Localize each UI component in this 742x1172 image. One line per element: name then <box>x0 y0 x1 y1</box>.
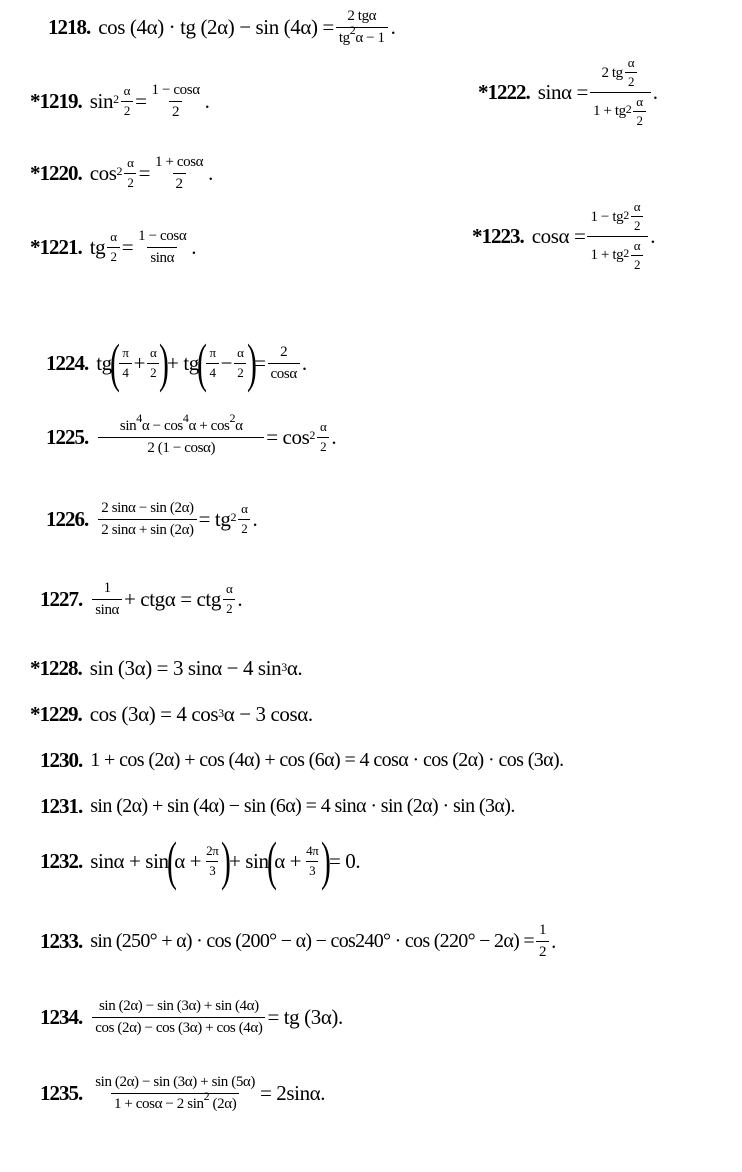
numerator: 1 − cosα <box>138 228 187 244</box>
expression: + ctgα = ctg <box>124 586 221 611</box>
denominator: 2 <box>223 599 235 616</box>
numerator-part: α − cos <box>141 418 183 434</box>
denominator-part: 1 + tg <box>592 103 626 120</box>
denominator: 2 <box>124 173 136 190</box>
problem-1226: 1226. $\frac{2 \sin\alpha - \sin (2\alpha)}{2 \sin\alpha + \sin (2\alpha)}$ = tg $^2$ $\frac{\alpha}{2}$ . <box>46 500 258 538</box>
problem-1229: *1229. cos (3α) = 4 cos $^3$ α − 3 cosα. <box>30 702 313 726</box>
problem-number: 1218. <box>48 14 91 39</box>
fraction <box>633 95 645 129</box>
problem-number: 1230. <box>40 748 83 772</box>
fraction <box>92 998 265 1036</box>
period: . <box>252 506 258 531</box>
expression: sin (250° + α) · cos (200° − α) − cos240° · cos (220° − 2α) = <box>90 929 534 952</box>
function: cos <box>89 160 117 185</box>
fraction <box>625 56 637 90</box>
expression: = cos <box>266 424 310 449</box>
numerator: α <box>241 501 248 517</box>
numerator-part: α <box>235 418 243 434</box>
lhs: sinα = <box>537 79 588 104</box>
right-paren: ) <box>221 831 232 891</box>
equals: = <box>121 234 134 259</box>
fraction <box>631 200 643 234</box>
problem-1233 <box>40 922 556 960</box>
denominator: 2 <box>317 437 329 454</box>
left-paren: ( <box>266 831 277 891</box>
expression: sinα + sin <box>90 848 169 873</box>
numerator-part: sin <box>119 418 137 434</box>
denominator: 2 <box>173 173 186 193</box>
denominator-part: (2α) <box>209 1095 237 1112</box>
numerator: sin (2α) − sin (3α) + sin (5α) <box>95 1074 255 1090</box>
problem-number: 1234. <box>40 1004 83 1029</box>
denominator: 2 <box>147 363 159 380</box>
fraction <box>536 922 549 960</box>
expression: α − 3 cosα. <box>223 702 313 726</box>
expression: + tg <box>167 350 199 375</box>
denominator: 2 <box>631 255 643 272</box>
numerator: α <box>110 229 117 245</box>
numerator: α <box>633 199 641 214</box>
fraction <box>203 844 221 878</box>
problem-1222 <box>478 56 658 128</box>
problem-number: *1222. <box>478 79 530 104</box>
numerator: 1 − tg $^2$ $\frac{\alpha}{2}$ <box>587 200 648 236</box>
problem-number: 1227. <box>40 586 83 611</box>
numerator: 2 <box>280 344 288 360</box>
denominator: 1 + tg $^2$ $\frac{\alpha}{2}$ <box>590 92 651 129</box>
exponent: 4 <box>182 411 189 425</box>
fraction <box>238 502 250 536</box>
problem-1231 <box>40 794 515 819</box>
fraction <box>631 239 643 273</box>
numerator: α <box>319 419 327 435</box>
problem-number: *1219. <box>30 88 82 113</box>
numerator: π <box>209 345 216 361</box>
fraction <box>234 346 246 380</box>
equals: = <box>138 160 151 185</box>
numerator: α <box>627 55 635 70</box>
problem-number: *1221. <box>30 234 82 259</box>
function: tg <box>96 350 112 375</box>
denominator-part: α − 1 <box>355 29 385 46</box>
problem-number: 1224. <box>46 350 89 375</box>
plus: + <box>133 350 146 375</box>
fraction <box>124 156 136 190</box>
fraction <box>98 500 196 538</box>
problem-1224 <box>46 333 307 393</box>
fraction <box>303 844 321 878</box>
expression: sin (3α) = 3 sinα − 4 sin <box>89 656 282 680</box>
expression: cos (4α) · tg (2α) − sin (4α) = <box>98 14 334 39</box>
fraction <box>317 420 329 454</box>
fraction <box>147 346 159 380</box>
numerator: α <box>127 155 134 171</box>
numerator <box>598 56 642 92</box>
expression: = 2sinα. <box>259 1080 326 1105</box>
numerator: 2 sinα − sin (2α) <box>101 500 194 516</box>
expression: α + <box>274 848 302 873</box>
period: . <box>390 14 396 39</box>
fraction <box>152 154 206 192</box>
fraction <box>119 346 131 380</box>
problem-1227 <box>40 580 242 618</box>
numerator: π <box>122 345 129 361</box>
numerator-part: 2 tg <box>601 64 623 81</box>
right-paren: ) <box>159 333 170 393</box>
denominator-part: 1 + tg <box>590 247 624 264</box>
denominator: 4 <box>206 363 218 380</box>
denominator: 2 <box>536 941 549 961</box>
period: . <box>650 223 656 248</box>
fraction <box>149 82 203 120</box>
numerator: α <box>123 83 131 99</box>
exponent: 2 <box>349 22 356 37</box>
denominator: 2 <box>625 72 637 89</box>
period: . <box>331 424 337 449</box>
denominator: cos (2α) − cos (3α) + cos (4α) <box>92 1017 265 1037</box>
numerator: 1 <box>103 580 111 596</box>
lhs: cosα = <box>531 223 586 248</box>
equals: = <box>135 88 147 113</box>
function: tg <box>89 234 106 259</box>
problem-number: 1235. <box>40 1080 83 1105</box>
denominator <box>336 22 388 47</box>
expression: α + <box>174 848 202 873</box>
left-paren: ( <box>166 831 177 891</box>
period: . <box>652 79 658 104</box>
denominator-part: 1 + cosα − 2 sin <box>113 1095 204 1112</box>
fraction <box>223 582 235 616</box>
denominator: cosα <box>268 363 300 383</box>
denominator: 2 <box>238 519 250 536</box>
problem-1230 <box>40 748 564 773</box>
numerator: 2π <box>206 843 219 859</box>
problem-1219: *1219. sin $^2$ $\frac{\alpha}{2}$ = $\frac{1 - \cos\alpha}{2}$ . <box>30 82 210 120</box>
numerator-part: 1 − tg <box>590 208 624 225</box>
exponent: 4 <box>136 411 142 425</box>
denominator: 2 <box>107 247 119 264</box>
denominator: 2 <box>631 216 643 233</box>
problem-1232 <box>40 831 361 891</box>
numerator: 1 + cosα <box>155 154 204 170</box>
problem-number: 1231. <box>40 794 83 818</box>
period: . <box>237 586 243 611</box>
numerator: α <box>636 93 643 109</box>
minus: − <box>220 350 233 375</box>
denominator: 1 + tg $^2$ $\frac{\alpha}{2}$ <box>587 236 648 273</box>
fraction <box>92 580 122 618</box>
numerator: 4π <box>306 843 319 859</box>
numerator: α <box>150 345 157 361</box>
problem-number: 1232. <box>40 848 83 873</box>
problem-number: *1229. <box>30 702 82 726</box>
fraction <box>135 228 189 266</box>
denominator: 2 (1 − cosα) <box>98 437 264 457</box>
function: sin <box>89 88 114 113</box>
expression: α. <box>286 656 303 680</box>
period: . <box>301 350 307 375</box>
problem-number: 1225. <box>46 424 89 449</box>
problem-number: 1226. <box>46 506 89 531</box>
problem-1234 <box>40 998 343 1036</box>
expression: = tg (3α). <box>267 1004 343 1029</box>
expression: = tg <box>198 506 231 531</box>
fraction <box>92 1074 258 1112</box>
problem-1235 <box>40 1074 325 1112</box>
expression: = 0. <box>328 848 361 873</box>
numerator: 1 − cosα <box>151 82 200 98</box>
denominator: 4 <box>119 363 131 380</box>
problem-number: *1220. <box>30 160 82 185</box>
fraction <box>121 84 133 118</box>
denominator: 2 <box>169 101 182 121</box>
fraction <box>107 230 119 264</box>
numerator-part: α + cos <box>188 418 230 434</box>
problem-1228: *1228. sin (3α) = 3 sinα − 4 sin $^3$ α. <box>30 656 303 680</box>
numerator: sin (2α) − sin (3α) + sin (4α) <box>98 998 259 1014</box>
numerator: α <box>225 581 233 597</box>
problem-1220: *1220. cos $^2$ $\frac{\alpha}{2}$ = $\frac{1 + \cos\alpha}{2}$ . <box>30 154 214 192</box>
numerator: 1 <box>538 922 547 938</box>
period: . <box>204 88 210 113</box>
fraction <box>336 8 388 46</box>
fraction <box>206 346 218 380</box>
numerator: α <box>237 345 244 361</box>
expression: cos (3α) = 4 cos <box>89 702 219 726</box>
expression: sin (2α) + sin (4α) − sin (6α) = 4 sinα · sin (2α) · sin (3α). <box>90 795 515 817</box>
denominator-part: tg <box>338 29 350 46</box>
denominator: 2 <box>633 111 645 128</box>
exponent: 2 <box>229 411 236 425</box>
problem-1221 <box>30 228 196 266</box>
problem-1223 <box>472 200 655 272</box>
denominator <box>111 1088 239 1113</box>
numerator <box>117 411 246 437</box>
denominator: 2 sinα + sin (2α) <box>98 519 196 539</box>
left-paren: ( <box>109 333 120 393</box>
expression: 1 + cos (2α) + cos (4α) + cos (6α) = 4 cosα · cos (2α) · cos (3α). <box>90 749 564 771</box>
left-paren: ( <box>196 333 207 393</box>
equals: = <box>254 350 266 375</box>
numerator: α <box>633 237 641 253</box>
period: . <box>208 160 214 185</box>
problem-number: *1228. <box>30 656 82 680</box>
denominator: 2 <box>234 363 246 380</box>
right-paren: ) <box>321 831 331 891</box>
period: . <box>551 928 556 953</box>
denominator: 2 <box>121 101 133 118</box>
denominator: 3 <box>206 861 218 878</box>
denominator: sinα <box>147 247 177 267</box>
numerator: 2 tgα <box>347 8 377 24</box>
fraction <box>590 56 651 128</box>
fraction <box>587 200 648 272</box>
problem-number: 1233. <box>40 928 83 953</box>
denominator: sinα <box>92 599 122 619</box>
problem-number: *1223. <box>472 223 524 248</box>
problem-1218 <box>48 8 396 46</box>
problem-1225: 1225. $\frac{\sin^4\alpha - \cos^4\alpha + \cos^2\alpha}{2 (1 - \cos\alpha)}$ = cos $^2$ $\frac{\alpha}{2}$ . <box>46 411 337 456</box>
period: . <box>191 234 197 259</box>
exponent: 2 <box>203 1088 210 1103</box>
fraction <box>268 344 300 382</box>
denominator: 3 <box>306 861 318 878</box>
right-paren: ) <box>246 333 257 393</box>
expression: + sin <box>228 848 269 873</box>
